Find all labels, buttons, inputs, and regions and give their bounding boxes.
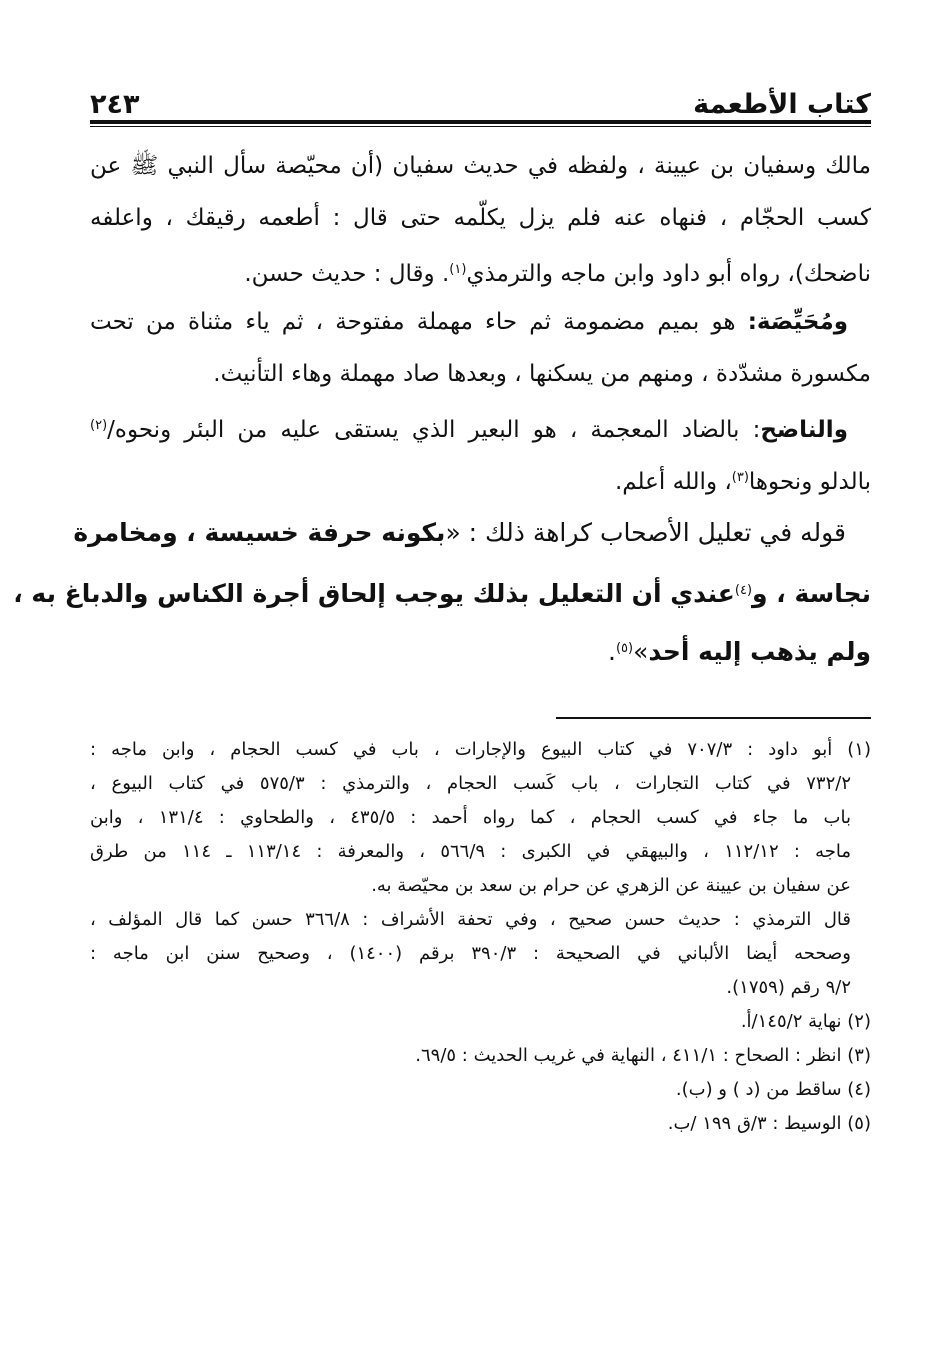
footnote-separator [556,717,871,719]
paragraph-3-text: : بالضاد المعجمة ، هو البعير الذي يستقى عليه من البئر ونحوه/ [107,417,761,443]
book-title: كتاب الأطعمة [693,89,871,120]
paragraph-2-text: هو بميم مضمومة ثم حاء مهملة مفتوحة ، ثم ياء مثناة من تحت [90,309,736,335]
footnote-2: (٢) نهاية ١٤٥/٢/أ. [740,1011,871,1032]
paragraph-1-line-3 [90,244,871,296]
quote-bold-3: ولم يذهب إليه أحد [648,637,871,666]
paragraph-4-line-2 [13,562,871,620]
footnote-ref-4[interactable]: (٤) [734,583,753,598]
footnotes [90,733,871,1141]
paragraph-1-end: . وقال : حديث حسن. [244,261,450,287]
footnote-1-line-4: ماجه : ١١٢/١٢ ، والبيهقي في الكبرى : ٥٦٦/٩ ، والمعرفة : ١١٣/١٤ ـ ١١٤ من طرق [90,841,852,862]
footnote-5: (٥) الوسيط : ٣/ق ١٩٩ /ب. [667,1113,871,1134]
paragraph-1-line-2: كسب الحجّام ، فنهاه عنه فلم يزل يكلّمه حتى قال : أطعمه رقيقك ، واعلفه [90,205,871,231]
paragraph-4-line-3 [90,620,871,678]
footnote-ref-5[interactable]: (٥) [615,641,634,656]
term-muhayyisa: ومُحَيِّصَة: [747,309,848,335]
footnote-1-line-5: عن سفيان بن عيينة عن الزهري عن حرام بن سعد بن محيّصة به. [371,875,851,896]
footnote-ref-3[interactable]: (٣) [731,470,749,485]
quote-end: . [607,637,616,666]
quote-bold-1: بكونه حرفة خسيسة ، ومخامرة [73,518,446,547]
quote-close: » [633,637,649,666]
footnote-ref-2[interactable]: (٢) [90,418,108,433]
footnote-1-cont-line-1: قال الترمذي : حديث حسن صحيح ، وفي تحفة الأشراف : ٣٦٦/٨ حسن كما قال المؤلف ، [90,909,851,930]
paragraph-3-line-2 [90,452,871,504]
main-text [13,140,871,678]
paragraph-1-line-1: مالك وسفيان بن عيينة ، ولفظه في حديث سفيان (أن محيّصة سأل النبي ﷺ عن [90,153,871,179]
paragraph-1-text: ناضحك)، رواه أبو داود وابن ماجه والترمذي [466,261,871,287]
paragraph-4-line-1 [73,504,871,562]
footnote-1-line-3: باب ما جاء في كسب الحجام ، كما رواه أحمد : ٤٣٥/٥ ، والطحاوي : ١٣١/٤ ، وابن [90,807,851,828]
page-number: ٢٤٣ [90,89,140,120]
footnote-1-line-2: ٧٣٢/٢ في كتاب التجارات ، باب كَسب الحجام ، والترمذي : ٥٧٥/٣ في كتاب البيوع ، [90,773,851,794]
paragraph-2-line-2: مكسورة مشدّدة ، ومنهم من يسكنها ، وبعدها صاد مهملة وهاء التأنيث. [213,361,871,387]
footnote-1-cont-line-3: ٩/٢ رقم (١٧٥٩). [726,977,851,998]
paragraph-3-text-2: بالدلو ونحوها [748,469,871,495]
footnote-1-line-1: (١) أبو داود : ٧٠٧/٣ في كتاب البيوع والإجارات ، باب في كسب الحجام ، وابن ماجه : [90,739,871,760]
quote-intro: قوله في تعليل الأصحاب كراهة ذلك : « [445,518,846,547]
footnote-1-cont-line-2: وصححه أيضا الألباني في الصحيحة : ٣٩٠/٣ برقم (١٤٠٠) ، وصحيح سنن ابن ماجه : [90,943,851,964]
quote-bold-2b: عندي أن التعليل بذلك يوجب إلحاق أجرة الكناس والدباغ به ، [13,579,735,608]
running-header [90,78,871,120]
quote-bold-2a: نجاسة ، و [752,579,871,608]
footnote-3: (٣) انظر : الصحاح : ٤١١/١ ، النهاية في غريب الحديث : ٦٩/٥. [415,1045,871,1066]
footnote-4: (٤) ساقط من (د ) و (ب). [675,1079,871,1100]
paragraph-3-line-1 [90,400,871,452]
paragraph-3-end: ، والله أعلم. [614,469,732,495]
term-nadih: والناضح [760,417,848,443]
header-rule-thick [90,120,871,124]
paragraph-2-line-1 [90,296,871,348]
footnote-ref-1[interactable]: (١) [449,262,467,277]
header-rule-thin [90,126,871,127]
